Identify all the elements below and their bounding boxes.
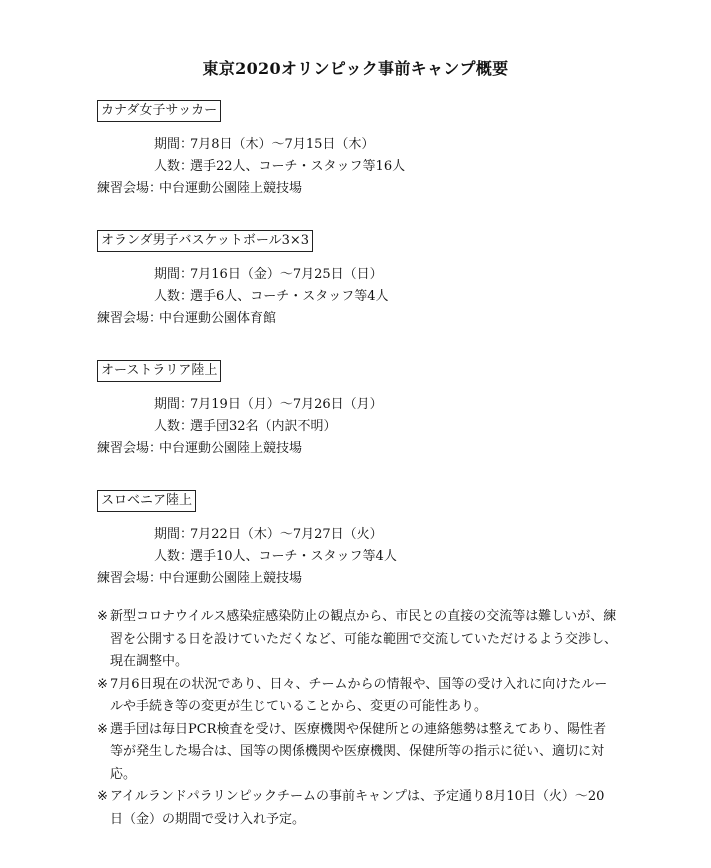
team-section-canada [97,99,657,197]
note-mark: ※ [97,609,108,624]
venue-row [97,570,657,587]
people-row [97,288,657,305]
note-item [97,786,617,831]
period-row [97,136,657,153]
period-value: 7月22日（木）〜7月27日（火） [190,527,383,542]
period-label: 期間 [153,527,180,542]
people-row [97,418,657,435]
note-text: 新型コロナウイルス感染症感染防止の観点から、市民との直接の交流等は難しいが、練習を公開する日を設けていただくなど、可能な範囲で交流していただけるよう交渉し、現在調整中。 [110,609,618,669]
separator: ： [180,289,194,304]
separator: ： [180,527,194,542]
note-item [97,606,617,674]
team-section-australia [97,359,657,457]
period-label: 期間 [153,267,180,282]
separator: ： [180,159,194,174]
people-row [97,548,657,565]
period-row [97,266,657,283]
period-value: 7月19日（月）〜7月26日（月） [190,397,383,412]
team-name-box: カナダ女子サッカー [97,100,221,122]
separator: ： [180,137,194,152]
venue-row [97,440,657,457]
venue-value: 中台運動公園体育館 [159,311,277,326]
venue-label: 練習会場 [97,311,150,326]
separator: ： [180,549,194,564]
people-label: 人数 [153,289,180,304]
venue-label: 練習会場 [97,441,150,456]
venue-value: 中台運動公園陸上競技場 [159,441,303,456]
note-mark: ※ [97,789,108,804]
venue-value: 中台運動公園陸上競技場 [159,181,303,196]
period-value: 7月8日（木）〜7月15日（木） [190,137,375,152]
people-value: 選手6人、コーチ・スタッフ等4人 [190,289,389,304]
people-value: 選手団32名（内訳不明） [190,419,337,434]
separator: ： [180,397,194,412]
venue-label: 練習会場 [97,571,150,586]
note-mark: ※ [97,676,108,692]
note-text: 7月6日現在の状況であり、日々、チームからの情報や、国等の受け入れに向けたルールや手続き等の変更が生じていることから、変更の可能性あり。 [110,676,608,714]
period-label: 期間 [153,137,180,152]
period-label: 期間 [153,397,180,412]
note-mark: ※ [97,721,108,737]
team-section-netherlands [97,229,657,327]
people-label: 人数 [153,549,180,564]
notes-section [97,606,617,831]
period-row [97,396,657,413]
team-name-box: オランダ男子バスケットボール3×3 [97,230,313,252]
venue-label: 練習会場 [97,181,150,196]
separator: ： [149,441,163,456]
separator: ： [149,571,163,586]
note-text: アイルランドパラリンピックチームの事前キャンプは、予定通り8月10日（火）〜20日（金）の期間で受け入れ予定。 [110,789,605,827]
people-label: 人数 [153,419,180,434]
people-value: 選手10人、コーチ・スタッフ等4人 [190,549,397,564]
separator: ： [180,267,194,282]
note-item [97,674,617,719]
people-label: 人数 [153,159,180,174]
venue-row [97,180,657,197]
separator: ： [149,181,163,196]
note-text: 選手団は毎日PCR検査を受け、医療機関や保健所との連絡態勢は整えてあり、陽性者等が発生した場合は、国等の関係機関や医療機関、保健所等の指示に従い、適切に対応。 [110,721,606,782]
separator: ： [180,419,194,434]
venue-row [97,310,657,327]
people-row [97,158,657,175]
note-item [97,719,617,787]
separator: ： [149,311,163,326]
team-name-box: オーストラリア陸上 [97,360,221,382]
venue-value: 中台運動公園陸上競技場 [159,571,303,586]
team-section-slovenia [97,489,657,587]
people-value: 選手22人、コーチ・スタッフ等16人 [190,159,406,174]
page-title: 東京2020オリンピック事前キャンプ概要 [202,59,509,78]
period-value: 7月16日（金）〜7月25日（日） [190,267,383,282]
period-row [97,526,657,543]
team-name-box: スロベニア陸上 [97,490,196,512]
